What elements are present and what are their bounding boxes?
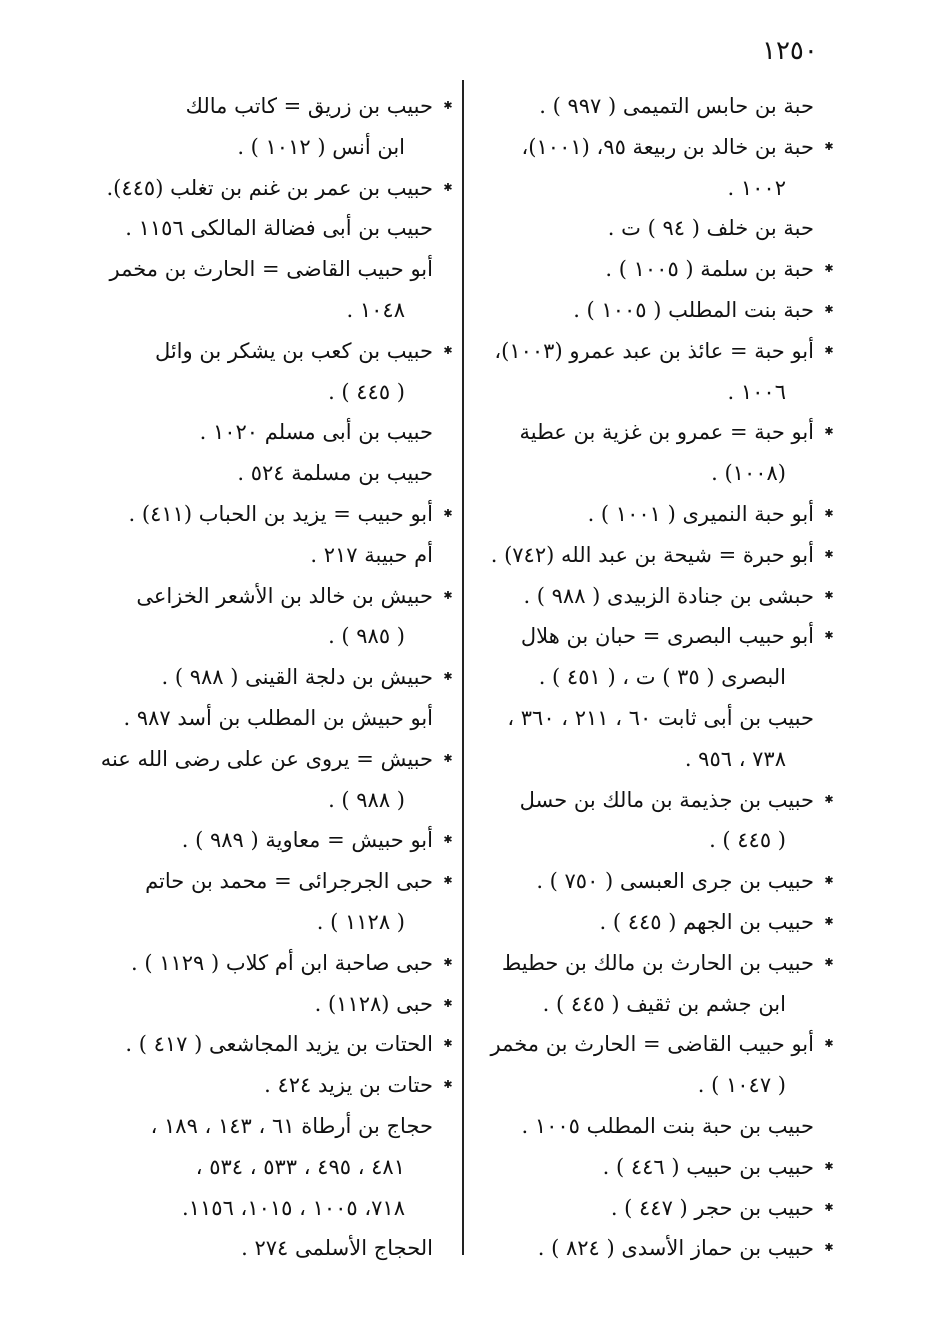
entry-text: ( ١٠٤٧ ) .: [697, 1073, 786, 1098]
index-entry-line: [95, 698, 455, 739]
entry-text: ( ٤٤٥ ) .: [328, 379, 405, 404]
index-entry-line: [95, 657, 455, 698]
entry-text: حبيب بن الحارث بن مالك بن حطيط: [501, 950, 814, 975]
entry-marker-icon: ✱: [824, 588, 834, 602]
index-entry-line: [95, 902, 455, 943]
entry-text: ١٠٠٢ .: [727, 175, 786, 200]
entry-text: ٧١٨، ١٠٠٥ ، ١٠١٥، ١١٥٦.: [182, 1195, 405, 1220]
index-column-right: [478, 86, 836, 1269]
index-entry-line: [95, 739, 455, 780]
index-entry-line: [478, 1228, 836, 1269]
entry-marker-icon: ✱: [443, 874, 453, 888]
entry-text: حبيب بن أبى ثابت ٦٠ ، ٢١١ ، ٣٦٠ ،: [507, 705, 814, 730]
index-entry-line: [95, 372, 455, 413]
entry-marker-icon: ✱: [443, 588, 453, 602]
index-entry-line: [95, 127, 455, 168]
entry-marker-icon: ✱: [443, 506, 453, 520]
entry-text: حبة بن سلمة ( ١٠٠٥ ) .: [605, 257, 814, 282]
entry-text: ٤٨١ ، ٤٩٥ ، ٥٣٣ ، ٥٣٤ ،: [195, 1154, 405, 1179]
index-entry-line: [95, 616, 455, 657]
entry-text: حبيب بن كعب بن يشكر بن وائل: [154, 338, 433, 363]
index-entry-line: [478, 902, 836, 943]
entry-text: حبة بن خلف ( ٩٤ ) ت .: [607, 216, 814, 241]
index-entry-line: [95, 576, 455, 617]
index-entry-line: [95, 1147, 455, 1188]
entry-marker-icon: ✱: [443, 670, 453, 684]
entry-text: البصرى ( ٣٥ ) ت ، ( ٤٥١ ) .: [538, 665, 786, 690]
entry-marker-icon: ✱: [443, 180, 453, 194]
entry-marker-icon: ✱: [824, 1159, 834, 1173]
entry-text: (١٠٠٨) .: [711, 461, 786, 486]
entry-text: أبو حبيش = معاوية ( ٩٨٩ ) .: [181, 828, 433, 853]
index-entry-line: [478, 208, 836, 249]
index-entry-line: [478, 820, 836, 861]
entry-text: الحجاج الأسلمى ٢٧٤ .: [241, 1236, 433, 1261]
entry-marker-icon: ✱: [824, 1241, 834, 1255]
entry-text: أبو حبة = عمرو بن غزية بن عطية: [519, 420, 814, 445]
index-entry-line: [95, 453, 455, 494]
entry-marker-icon: ✱: [824, 955, 834, 969]
entry-marker-icon: ✱: [824, 914, 834, 928]
entry-text: حبيب بن جرى العبسى ( ٧٥٠ ) .: [536, 869, 814, 894]
index-entry-line: [478, 453, 836, 494]
entry-text: أم حبيبة ٢١٧ .: [310, 542, 433, 567]
index-entry-line: [95, 331, 455, 372]
entry-text: حبيب بن أبى فضالة المالكى ١١٥٦ .: [125, 216, 433, 241]
entry-text: أبو حبة النميرى ( ١٠٠١ ) .: [587, 501, 814, 526]
index-entry-line: [478, 739, 836, 780]
entry-text: ابن أنس ( ١٠١٢ ) .: [237, 134, 405, 159]
index-entry-line: [95, 1228, 455, 1269]
index-column-left: [95, 86, 455, 1269]
index-entry-line: [478, 698, 836, 739]
index-entry-line: [95, 290, 455, 331]
index-entry-line: [95, 249, 455, 290]
index-entry-line: [95, 1065, 455, 1106]
index-entry-line: [95, 984, 455, 1025]
entry-marker-icon: ✱: [824, 425, 834, 439]
entry-text: حبة بن خالد بن ربيعة ٩٥، (١٠٠١)،: [521, 134, 814, 159]
entry-text: ( ١١٢٨ ) .: [316, 909, 405, 934]
entry-marker-icon: ✱: [443, 1078, 453, 1092]
index-entry-line: [95, 1188, 455, 1229]
entry-text: أبو حبيب القاضى = الحارث بن مخمر: [490, 1032, 814, 1057]
entry-text: ( ٤٤٥ ) .: [709, 828, 786, 853]
entry-marker-icon: ✱: [443, 996, 453, 1010]
index-entry-line: [478, 943, 836, 984]
entry-text: أبو حبيش بن المطلب بن أسد ٩٨٧ .: [123, 705, 433, 730]
index-entry-line: [478, 1188, 836, 1229]
entry-marker-icon: ✱: [824, 1200, 834, 1214]
entry-text: الحتات بن يزيد المجاشعى ( ٤١٧ ) .: [125, 1032, 433, 1057]
entry-marker-icon: ✱: [443, 751, 453, 765]
entry-marker-icon: ✱: [824, 792, 834, 806]
entry-marker-icon: ✱: [443, 343, 453, 357]
index-entry-line: [478, 535, 836, 576]
index-entry-line: [478, 249, 836, 290]
index-entry-line: [95, 1106, 455, 1147]
entry-text: حبيش بن خالد بن الأشعر الخزاعى: [136, 583, 433, 608]
entry-text: حجاج بن أرطاة ٦١ ، ١٤٣ ، ١٨٩ ،: [150, 1113, 433, 1138]
index-entry-line: [478, 168, 836, 209]
page-number: ١٢٥٠: [762, 36, 818, 66]
index-entry-line: [478, 1106, 836, 1147]
index-entry-line: [478, 780, 836, 821]
index-entry-line: [478, 984, 836, 1025]
index-entry-line: [95, 1024, 455, 1065]
entry-marker-icon: ✱: [824, 629, 834, 643]
entry-text: أبو حبة = عائذ بن عبد عمرو (١٠٠٣)،: [494, 338, 814, 363]
entry-text: ابن جشم بن ثقيف ( ٤٤٥ ) .: [542, 991, 786, 1016]
index-entry-line: [95, 780, 455, 821]
entry-text: حبيب بن أبى مسلم ١٠٢٠ .: [199, 420, 433, 445]
entry-text: حبيش بن دلجة القينى ( ٩٨٨ ) .: [161, 665, 433, 690]
entry-marker-icon: ✱: [443, 955, 453, 969]
entry-text: حبيب بن حبيب ( ٤٤٦ ) .: [602, 1154, 814, 1179]
index-entry-line: [478, 494, 836, 535]
entry-text: ١٠٤٨ .: [346, 297, 405, 322]
index-entry-line: [95, 86, 455, 127]
index-entry-line: [478, 616, 836, 657]
entry-text: حبيب بن حبة بنت المطلب ١٠٠٥ .: [521, 1113, 814, 1138]
index-entry-line: [478, 657, 836, 698]
index-entry-line: [478, 861, 836, 902]
index-entry-line: [478, 1065, 836, 1106]
entry-text: حبيب بن حجر ( ٤٤٧ ) .: [610, 1195, 814, 1220]
entry-marker-icon: ✱: [443, 833, 453, 847]
index-entry-line: [478, 412, 836, 453]
entry-text: حبيب بن حماز الأسدى ( ٨٢٤ ) .: [537, 1236, 814, 1261]
entry-text: ( ٩٨٥ ) .: [328, 624, 405, 649]
index-entry-line: [95, 494, 455, 535]
index-entry-line: [95, 820, 455, 861]
index-entry-line: [478, 331, 836, 372]
entry-marker-icon: ✱: [824, 343, 834, 357]
index-entry-line: [478, 372, 836, 413]
index-entry-line: [478, 127, 836, 168]
entry-marker-icon: ✱: [443, 99, 453, 112]
entry-marker-icon: ✱: [824, 874, 834, 888]
entry-text: حبة بن حابس التميمى ( ٩٩٧ ) .: [539, 94, 814, 118]
entry-text: حبة بنت المطلب ( ١٠٠٥ ) .: [573, 297, 814, 322]
entry-marker-icon: ✱: [824, 506, 834, 520]
entry-text: أبو حبيب البصرى = حبان بن هلال: [520, 624, 814, 649]
entry-marker-icon: ✱: [824, 262, 834, 276]
entry-text: ( ٩٨٨ ) .: [328, 787, 405, 812]
index-entry-line: [478, 290, 836, 331]
entry-text: حبى صاحبة ابن أم كلاب ( ١١٢٩ ) .: [130, 950, 433, 975]
entry-text: حتات بن يزيد ٤٢٤ .: [264, 1073, 433, 1098]
entry-text: حبيب بن زريق = كاتب مالك: [185, 94, 433, 118]
entry-text: حبيب بن عمر بن غنم بن تغلب (٤٤٥).: [106, 175, 433, 200]
index-entry-line: [478, 86, 836, 127]
entry-text: حبى (١١٢٨) .: [314, 991, 433, 1016]
entry-text: ٧٣٨ ، ٩٥٦ .: [684, 746, 786, 771]
entry-text: أبو حبيب القاضى = الحارث بن مخمر: [109, 257, 433, 282]
index-entry-line: [478, 576, 836, 617]
entry-marker-icon: ✱: [824, 1037, 834, 1051]
entry-marker-icon: ✱: [824, 139, 834, 153]
index-entry-line: [95, 861, 455, 902]
entry-marker-icon: ✱: [824, 547, 834, 561]
entry-text: حبيب بن جذيمة بن مالك بن حسل: [519, 787, 814, 812]
entry-text: ١٠٠٦ .: [727, 379, 786, 404]
entry-text: أبو حبرة = شيحة بن عبد الله (٧٤٢) .: [490, 542, 814, 567]
entry-marker-icon: ✱: [443, 1037, 453, 1051]
column-divider: [462, 80, 464, 1255]
index-entry-line: [95, 535, 455, 576]
entry-text: حبيب بن الجهم ( ٤٤٥ ) .: [599, 909, 814, 934]
entry-text: حبيش = يروى عن على رضى الله عنه: [100, 746, 433, 771]
index-entry-line: [95, 412, 455, 453]
index-entry-line: [95, 208, 455, 249]
index-entry-line: [95, 943, 455, 984]
entry-text: أبو حبيب = يزيد بن الحباب (٤١١) .: [128, 501, 433, 526]
index-entry-line: [478, 1147, 836, 1188]
entry-text: حبيب بن مسلمة ٥٢٤ .: [237, 461, 433, 486]
index-entry-line: [95, 168, 455, 209]
entry-text: حبشى بن جنادة الزبيدى ( ٩٨٨ ) .: [523, 583, 814, 608]
entry-text: حبى الجرجرائى = محمد بن حاتم: [145, 869, 433, 894]
entry-marker-icon: ✱: [824, 302, 834, 316]
index-entry-line: [478, 1024, 836, 1065]
